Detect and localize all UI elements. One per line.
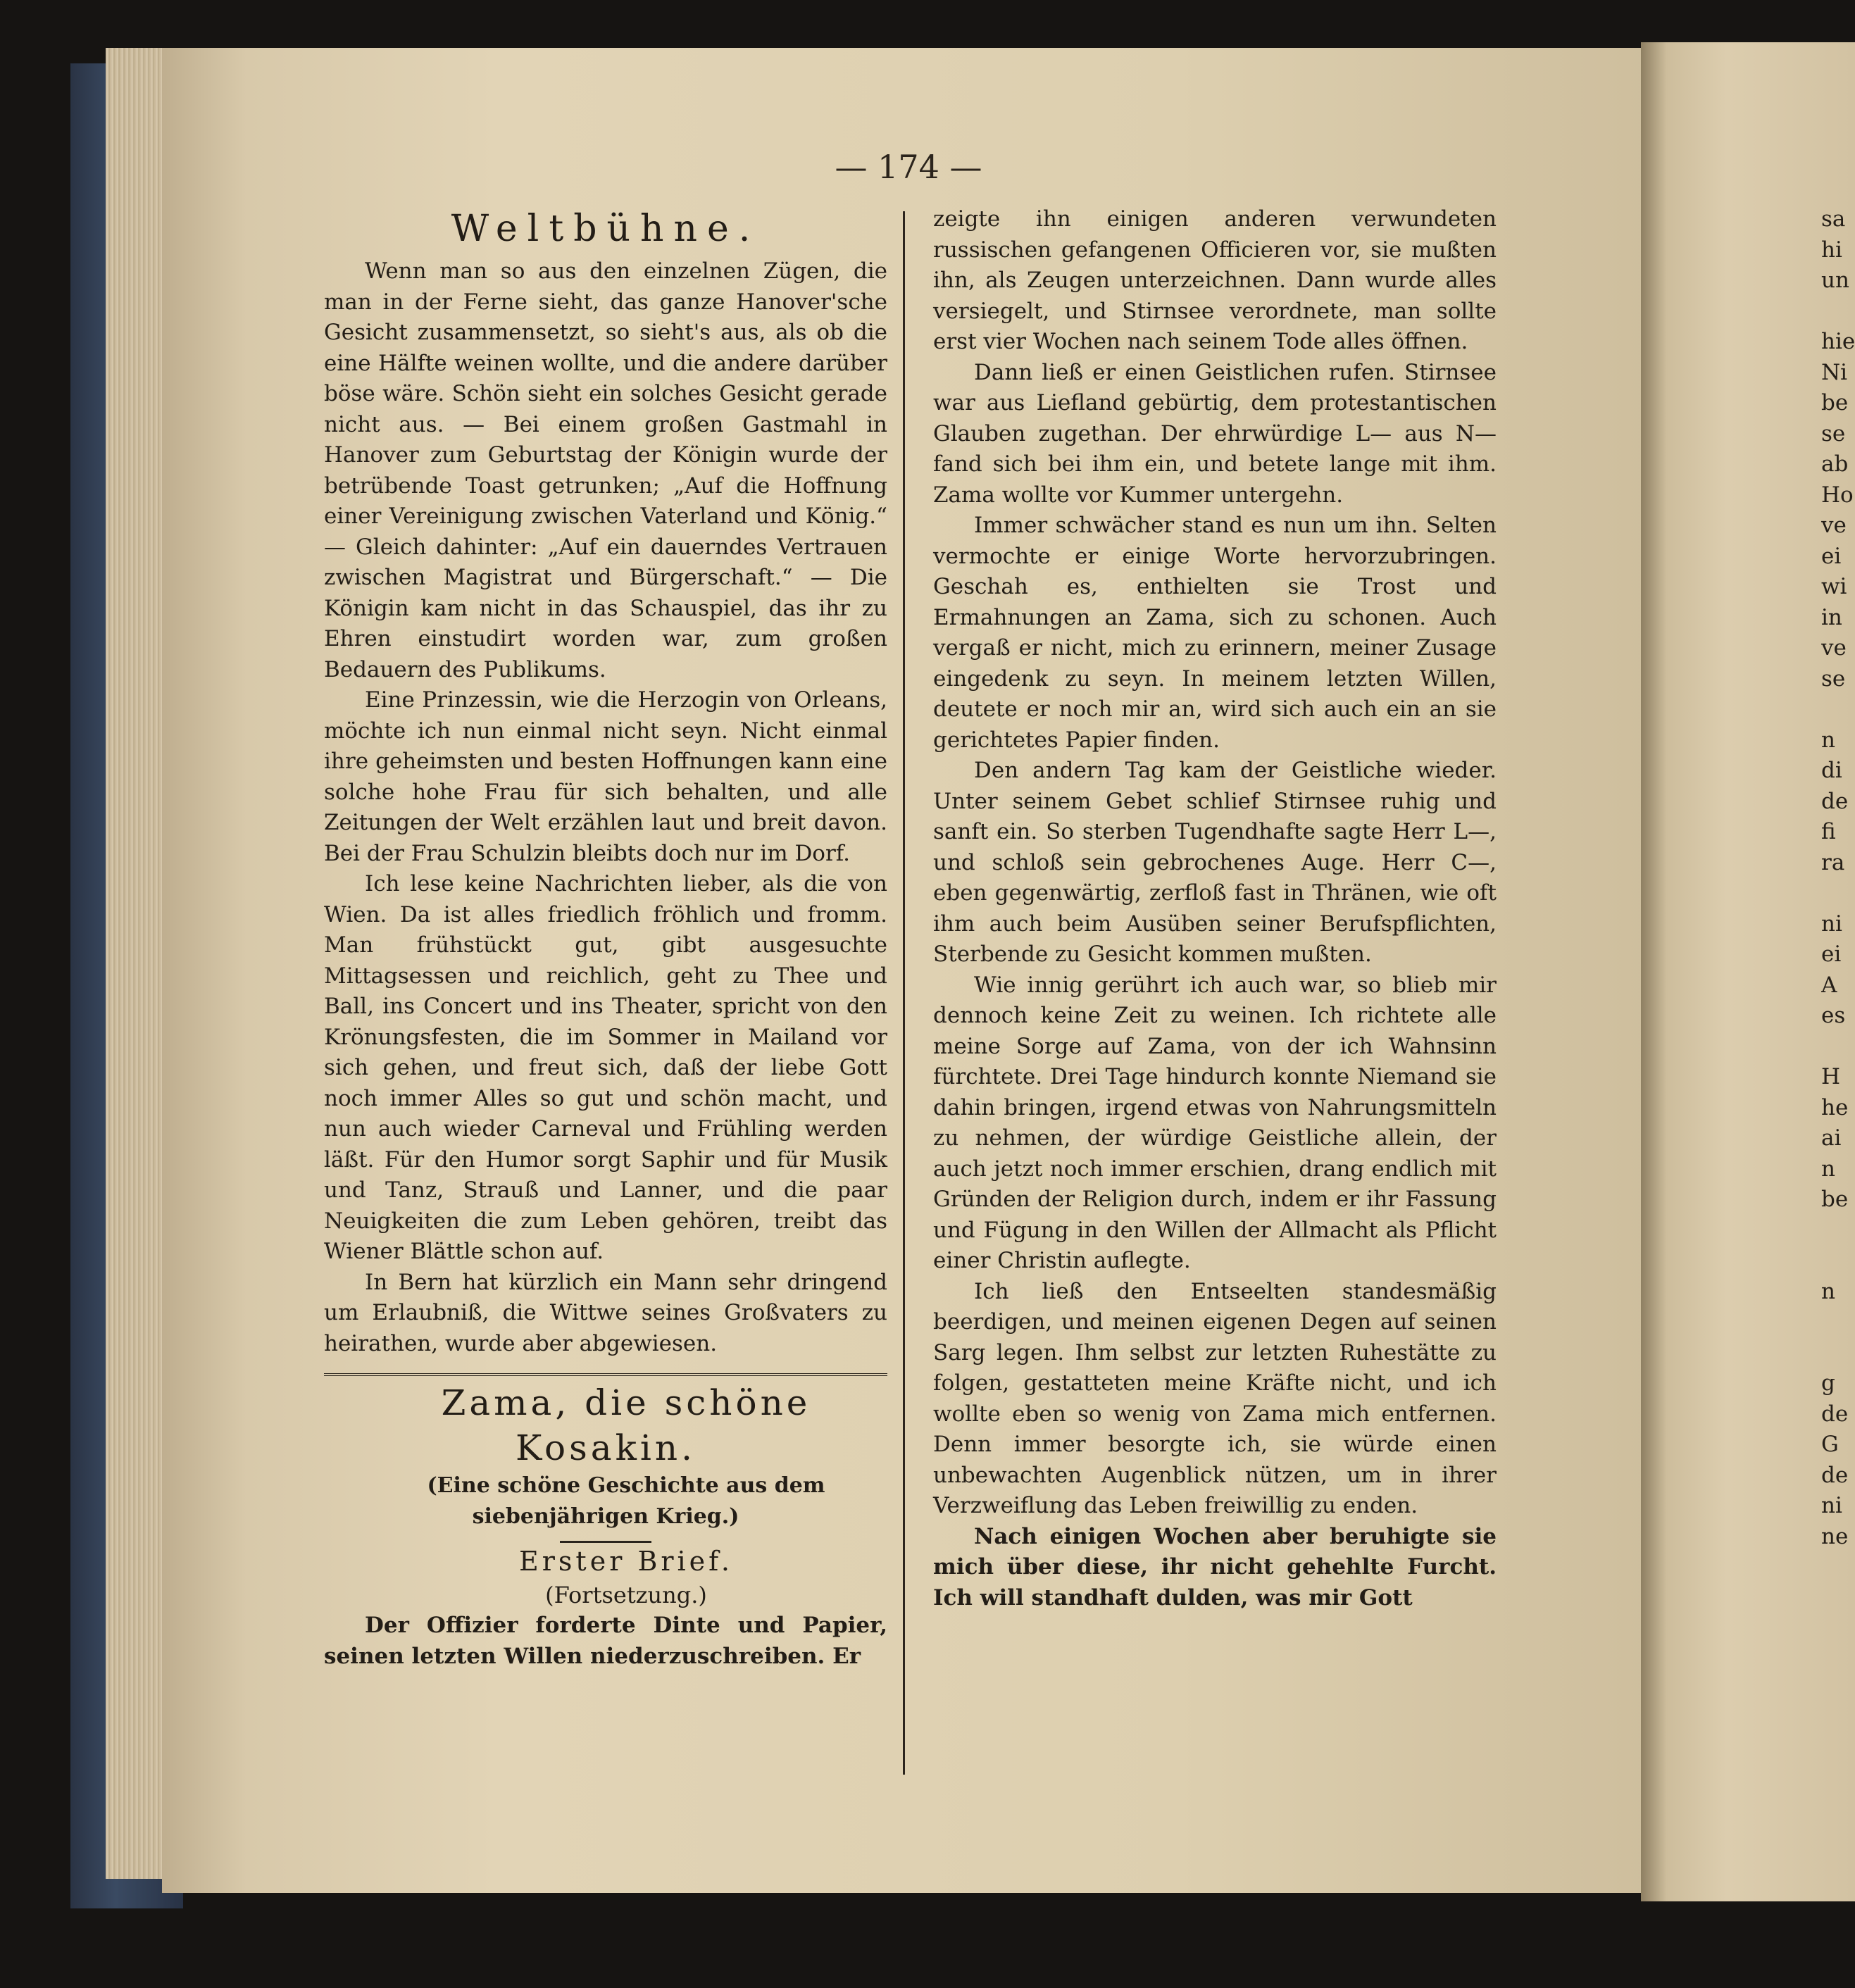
paragraph: Immer schwächer stand es nun um ihn. Selten vermochte er einige Worte hervorzubringen. Geschah es, enthielten sie Trost und Ermahnungen an Zama, sich zu schonen. Auch vergaß er nicht, mich zu erinnern, meiner Zusage eingedenk zu seyn. In meinem letzten Willen, deutete er noch mir an, wird sich auch ein an sie gerichtetes Papier finden. — [933, 513, 1497, 753]
facing-page-fragment — [1821, 296, 1855, 327]
facing-page-fragment: n — [1821, 1156, 1835, 1182]
facing-page-fragment: de — [1821, 788, 1849, 814]
section-heading: Weltbühne. — [451, 208, 761, 250]
facing-page-fragment: se — [1821, 665, 1846, 692]
facing-page-fragment: he — [1821, 1094, 1849, 1120]
paragraph: zeigte ihn einigen anderen verwundeten russischen gefangenen Officieren vor, sie mußten ihn, als Zeugen unterzeichnen. Dann wurde alles versiegelt, und Stirnsee verordnete, man sollte erst vier Wochen nach seinem Tode alles öffnen. — [933, 206, 1497, 354]
facing-page-fragment — [1821, 1246, 1855, 1277]
facing-page-fragment: hie — [1821, 329, 1855, 354]
paragraph: In Bern hat kürzlich ein Mann sehr dringend um Erlaubniß, die Wittwe seines Großvaters zu heirathen, wurde aber abgewiesen. — [324, 1269, 887, 1356]
facing-page-fragment: de — [1821, 1401, 1849, 1427]
right-column — [933, 204, 1497, 1613]
facing-page-fragment: A — [1821, 972, 1837, 998]
paragraph: Ich ließ den Entseelten standesmäßig beerdigen, und meinen eigenen Degen auf seinen Sarg legen. Ihm selbst zur letzten Ruhestätte zu folgen, gestatteten meine Kräfte nicht, und ich wollte eben so wenig von Zama mich entfernen. Denn immer besorgte ich, sie würde einen unbewachten Augenblick nützen, um in ihrer Verzweiflung das Leben freiwillig zu enden. — [933, 1278, 1497, 1518]
paragraph: Eine Prinzessin, wie die Herzogin von Orleans, möchte ich nun einmal nicht seyn. Nicht einmal ihre geheimsten und besten Hoffnungen kann eine solche hohe Frau für sich behalten, und alle Zeitungen der Welt erzählen laut und breit davon. Bei der Frau Schulzin bleibts doch nur im Dorf. — [324, 687, 887, 866]
left-column — [324, 204, 887, 1672]
facing-page-fragment: H — [1821, 1064, 1841, 1089]
facing-page-fragment — [1821, 1215, 1855, 1246]
story-paragraph: Der Offizier forderte Dinte und Papier, seinen letzten Willen niederzuschreiben. Er — [324, 1613, 887, 1669]
facing-page-fragment: wi — [1821, 574, 1847, 599]
facing-page-fragment: ei — [1821, 942, 1842, 967]
column-divider — [903, 211, 905, 1775]
facing-page-fragment — [1821, 1307, 1855, 1338]
facing-page-fragment: ni — [1821, 1493, 1842, 1518]
facing-page-fragment: ei — [1821, 543, 1842, 569]
paragraph: Wie innig gerührt ich auch war, so blieb mir dennoch keine Zeit zu weinen. Ich richtete alle meine Sorge auf Zama, von der ich Wahnsinn fürchtete. Drei Tage hindurch konnte Niemand sie dahin bringen, irgend etwas von Nahrungsmitteln zu nehmen, der würdige Geistliche allein, der auch jetzt noch immer erschien, drang endlich mit Gründen der Religion durch, indem er ihr Fassung und Fügung in den Willen der Allmacht als Pflicht einer Christin auflegte. — [933, 972, 1497, 1273]
paragraph: Den andern Tag kam der Geistliche wieder. Unter seinem Gebet schlief Stirnsee ruhig und sanft ein. So sterben Tugendhafte sagte Herr L—, und schloß sein gebrochenes Auge. Herr C—, eben gegenwärtig, zerfloß fast in Thränen, wie oft ihm auch beim Ausüben seiner Berufspflichten, Sterbende zu Gesicht kommen mußten. — [933, 758, 1497, 967]
section-divider — [324, 1373, 887, 1380]
facing-page-fragment: be — [1821, 390, 1849, 415]
paragraph: Ich lese keine Nachrichten lieber, als die von Wien. Da ist alles friedlich fröhlich und fromm. Man frühstückt gut, gibt ausgesuchte Mittagsessen und reichlich, geht zu Thee und Ball, ins Concert und ins Theater, spricht von den Krönungsfesten, die im Sommer in Mailand vor sich gehen, und freut sich, daß der liebe Gott noch immer Alles so gut und schön macht, und nun auch wieder Carneval und Frühling werden läßt. Für den Humor sorgt Saphir und für Musik und Tanz, Strauß und Lanner, und die paar Neuigkeiten die zum Leben gehören, treibt das Wiener Blättle schon auf. — [324, 871, 887, 1264]
facing-page-fragment: se — [1821, 420, 1846, 446]
facing-page-fragment: ve — [1821, 635, 1847, 661]
paragraph: Wenn man so aus den einzelnen Zügen, die man in der Ferne sieht, das ganze Hanover'sche Gesicht zusammensetzt, so sieht's aus, als ob die eine Hälfte weinen wollte, und die andere darüber böse wäre. Schön sieht ein solches Gesicht gerade nicht aus. — Bei einem großen Gastmahl in Hanover zum Geburtstag der Königin wurde der betrübende Toast getrunken; „Auf die Hoffnung einer Vereinigung zwischen Vaterland und König.“ — Gleich dahinter: „Auf ein dauerndes Vertrauen zwischen Magistrat und Bürgerschaft.“ — Die Königin kam nicht in das Schauspiel, das ihr zu Ehren einstudirt worden war, zum großen Bedauern des Publikums. — [324, 258, 887, 682]
facing-page-fragment: Ni — [1821, 359, 1848, 385]
letter-title: Erster Brief. — [519, 1546, 733, 1577]
facing-page-fragment: be — [1821, 1187, 1849, 1212]
facing-page-fragment: G — [1821, 1432, 1839, 1457]
facing-page-fragment: n — [1821, 1278, 1835, 1304]
facing-page-fragment: de — [1821, 1462, 1849, 1488]
page-number: — 174 — — [835, 148, 982, 186]
facing-page-fragment: un — [1821, 268, 1849, 293]
facing-page-text-fragments — [1821, 204, 1855, 1552]
facing-page-fragment — [1821, 878, 1855, 909]
continuation-note: (Fortsetzung.) — [545, 1582, 707, 1608]
facing-page-fragment — [1821, 1032, 1855, 1063]
facing-page-fragment: Ho — [1821, 482, 1854, 508]
paragraph: Nach einigen Wochen aber beruhigte sie mich über diese, ihr nicht gehehlte Furcht. Ich will standhaft dulden, was mir Gott — [933, 1523, 1497, 1611]
facing-page-fragment — [1821, 1338, 1855, 1369]
facing-page-fragment: sa — [1821, 206, 1846, 232]
story-title: Zama, die schöne Kosakin. — [441, 1382, 811, 1468]
facing-page-fragment: di — [1821, 758, 1842, 783]
facing-page-fragment: fi — [1821, 819, 1836, 844]
facing-page-fragment: n — [1821, 727, 1835, 753]
facing-page-fragment: es — [1821, 1003, 1846, 1028]
facing-page-fragment: ni — [1821, 911, 1842, 937]
facing-page-fragment: ne — [1821, 1523, 1849, 1549]
facing-page-fragment: ai — [1821, 1125, 1842, 1151]
story-subtitle: (Eine schöne Geschichte aus dem siebenjährigen Krieg.) — [427, 1473, 825, 1529]
facing-page-fragment: g — [1821, 1370, 1835, 1396]
paragraph: Dann ließ er einen Geistlichen rufen. Stirnsee war aus Liefland gebürtig, dem protestantischen Glauben zugethan. Der ehrwürdige L— aus N— fand sich bei ihm ein, und betete lange mit ihm. Zama wollte vor Kummer untergehn. — [933, 359, 1497, 508]
facing-page-fragment: ve — [1821, 513, 1847, 538]
facing-page-fragment: in — [1821, 604, 1842, 630]
facing-page-fragment — [1821, 694, 1855, 725]
facing-page-fragment: hi — [1821, 237, 1842, 263]
facing-page-fragment: ra — [1821, 849, 1845, 875]
facing-page-fragment: ab — [1821, 451, 1849, 477]
